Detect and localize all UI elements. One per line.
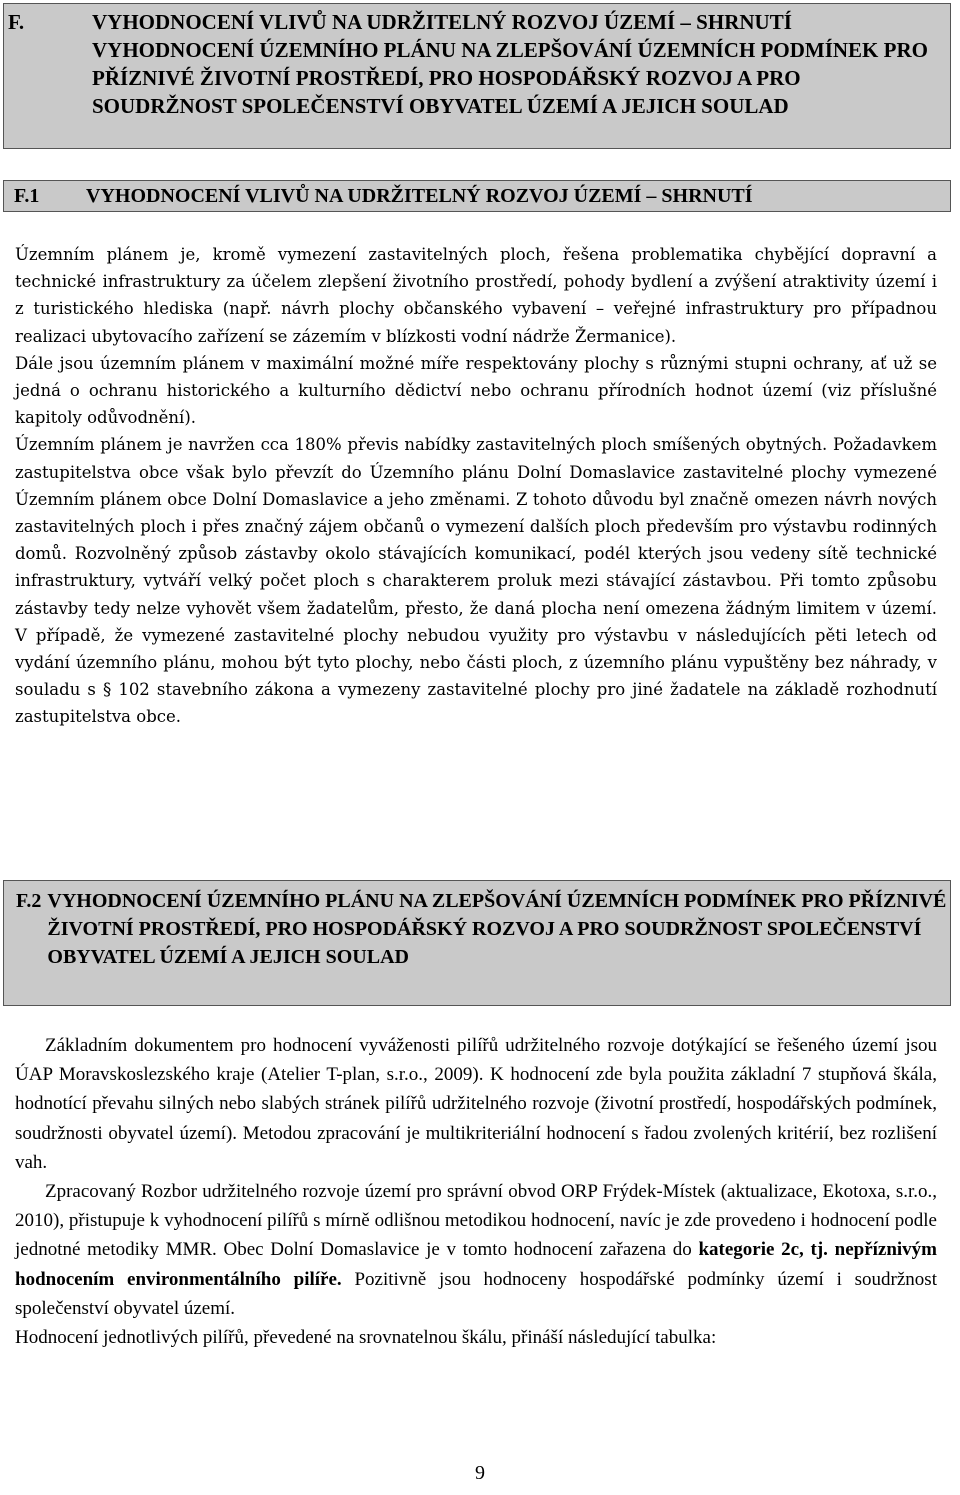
section-1-paragraph: Dále jsou územním plánem v maximální možné míře respektovány plochy s různými stupni ochrany, ať už se jedná o ochranu historického a kulturního dědictví nebo ochranu přírodních hodnot území (viz příslušné kapitoly odůvodnění). bbox=[15, 353, 937, 428]
section-1-body bbox=[15, 241, 937, 731]
section-2-paragraph-2: Zpracovaný Rozbor udržitelného rozvoje území pro správní obvod ORP Frýdek-Místek (aktualizace, Ekotoxa, s.r.o., 2010), přistupuje k vyhodnocení pilířů s mírně odlišnou metodikou hodnocení, navíc je zde provedeno i hodnocení podle jednotné metodiky MMR. Obec Dolní Domaslavice je v tomto hodnocení zařazena do kategorie 2c, tj. nepříznivým hodnocením environmentálního pilíře. Pozitivně jsou hodnoceny hospodářské podmínky území i soudržnost společenství obyvatel území. bbox=[15, 1181, 938, 1319]
section-1-heading bbox=[3, 180, 951, 212]
section-1-paragraph: Územním plánem je, kromě vymezení zastavitelných ploch, řešena problematika chybějící dopravní a technické infrastruktury za účelem zlepšení životního prostředí, pohody bydlení a zvýšení atraktivity území i z turistického hlediska (např. návrh plochy občanského vybavení – veřejné infrastruktury pro případnou realizaci ubytovacího zařízení se zázemím v blízkosti vodní nádrže Žermanice). bbox=[15, 245, 937, 346]
section-2-paragraph-3: Hodnocení jednotlivých pilířů, převedené na srovnatelnou škálu, přináší následující tabulka: bbox=[15, 1327, 717, 1349]
section-2-paragraph-1: Základním dokumentem pro hodnocení vyváženosti pilířů udržitelného rozvoje dotýkající se řešeného území jsou ÚAP Moravskoslezského kraje (Atelier T-plan, s.r.o., 2009). K hodnocení zde byla použita základní 7 stupňová škála, hodnotící převahu silných nebo slabých stránek pilířů udržitelného rozvoje (životní prostředí, hospodářských podmínek, soudržnosti obyvatel území). Metodou zpracování je multikriteriální hodnocení s řadou zvolených kritérií, bez rozlišení vah. bbox=[15, 1035, 937, 1173]
chapter-title: VYHODNOCENÍ VLIVŮ NA UDRŽITELNÝ ROZVOJ ÚZEMÍ – SHRNUTÍ VYHODNOCENÍ ÚZEMNÍHO PLÁNU NA ZLEPŠOVÁNÍ ÚZEMNÍCH PODMÍNEK PRO PŘÍZNIVÉ ŽIVOTNÍ PROSTŘEDÍ, PRO HOSPODÁŘSKÝ ROZVOJ A PRO SOUDRŽNOST SPOLEČENSTVÍ OBYVATEL ÚZEMÍ A JEJICH SOULAD bbox=[92, 10, 928, 118]
section-1-title: VYHODNOCENÍ VLIVŮ NA UDRŽITELNÝ ROZVOJ ÚZEMÍ – SHRNUTÍ bbox=[86, 184, 753, 207]
section-1-number: F.1 bbox=[14, 184, 40, 207]
section-1-paragraph: Územním plánem je navržen cca 180% převis nabídky zastavitelných ploch smíšených obytných. Požadavkem zastupitelstva obce však bylo převzít do Územního plánu Dolní Domaslavice zastavitelné plochy vymezené Územním plánem obce Dolní Domaslavice a jeho změnami. Z tohoto důvodu byl značně omezen návrh nových zastavitelných ploch i přes značný zájem občanů o vymezení dalších ploch především pro výstavbu rodinných domů. Rozvolněný způsob zástavby okolo stávajících komunikací, podél kterých jsou vedeny sítě technické infrastruktury, vytváří velký počet ploch s charakterem proluk mezi stávající zástavbou. Při tomto způsobu zástavby tedy nelze vyhovět všem žadatelům, přesto, že daná plocha není omezena žádným limitem v území. V případě, že vymezené zastavitelné plochy nebudou využity pro výstavbu v následujících pěti letech od vydání územního plánu, mohou být tyto plochy, nebo části ploch, z územního plánu vypuštěny bez náhrady, v souladu s § 102 stavebního zákona a vymezeny zastavitelné plochy pro jiné žadatele na základě rozhodnutí zastupitelstva obce. bbox=[15, 435, 937, 727]
section-2-title: VYHODNOCENÍ ÚZEMNÍHO PLÁNU NA ZLEPŠOVÁNÍ ÚZEMNÍCH PODMÍNEK PRO PŘÍZNIVÉ ŽIVOTNÍ PROSTŘEDÍ, PRO HOSPODÁŘSKÝ ROZVOJ A PRO SOUDRŽNOST SPOLEČENSTVÍ OBYVATEL ÚZEMÍ A JEJICH SOULAD bbox=[47, 890, 947, 968]
section-2-body bbox=[15, 1031, 937, 1352]
section-2-heading bbox=[3, 880, 951, 1006]
chapter-heading bbox=[3, 3, 951, 149]
section-2-number: F.2 bbox=[16, 890, 42, 912]
chapter-number: F. bbox=[8, 10, 25, 34]
evaluation-highlight: nepříznivým hodnocením environmentálního pilíře. bbox=[15, 1239, 938, 1290]
page-number: 9 bbox=[475, 1462, 485, 1484]
category-highlight: kategorie 2c, tj. bbox=[698, 1239, 828, 1261]
